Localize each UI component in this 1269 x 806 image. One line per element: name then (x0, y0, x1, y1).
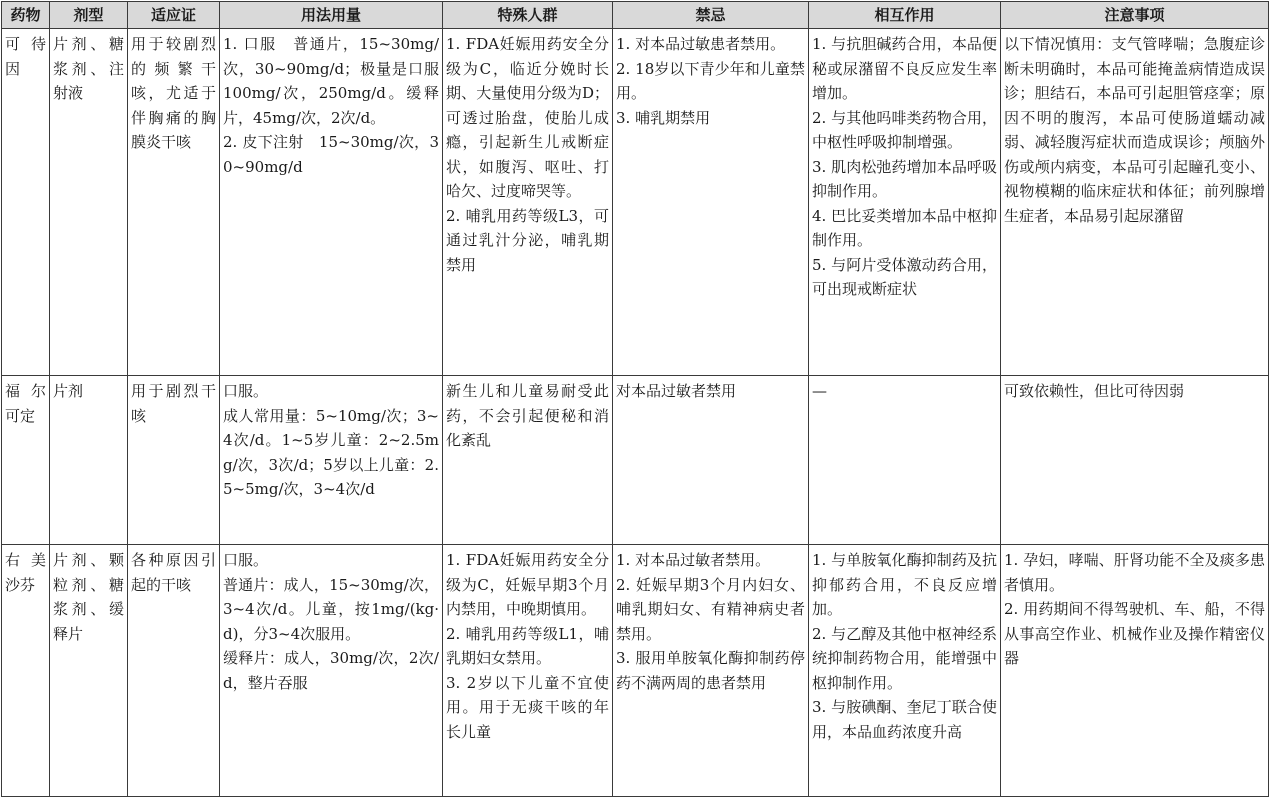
precaution-line: 以下情况慎用：支气管哮喘；急腹症诊断未明确时，本品可能掩盖病情造成误诊；胆结石，本品可引起胆管痉挛；原因不明的腹泻，本品可使肠道蠕动减弱、减轻腹泻症状而造成误诊；颅脑外伤或颅内病变，本品可引起瞳孔变小、视物模糊的临床症状和体征；前列腺增生症者，本品易引起尿潴留 (1004, 35, 1265, 225)
contra-line: 3. 哺乳期禁用 (616, 108, 711, 127)
interaction-line: 1. 与单胺氧化酶抑制药及抗抑郁药合用，不良反应增加。 (812, 551, 997, 618)
precaution-line: 1. 孕妇，哮喘、肝肾功能不全及痰多患者慎用。 (1004, 551, 1265, 594)
usage-line: 口服。 (223, 551, 269, 569)
precaution-line: 可致依赖性，但比可待因弱 (1004, 382, 1185, 400)
cell-dosage-form: 片剂 (50, 376, 128, 545)
contra-line: 2. 18岁以下青少年和儿童禁用。 (616, 59, 805, 102)
cell-indication: 用于剧烈干咳 (128, 376, 220, 545)
cell-interaction (809, 376, 1001, 545)
table-row (2, 545, 1269, 797)
special-line: 1. FDA妊娠用药安全分级为C，妊娠早期3个月内禁用，中晚期慎用。 (446, 551, 609, 618)
interaction-line: 5. 与阿片受体激动药合用，可出现戒断症状 (812, 255, 997, 298)
special-line: 新生儿和儿童易耐受此药，不会引起便秘和消化紊乱 (446, 382, 609, 449)
contra-line: 1. 对本品过敏患者禁用。 (616, 35, 786, 53)
special-line: 1. FDA妊娠用药安全分级为C，临近分娩时长期、大量使用分级为D；可透过胎盘，使胎儿成瘾，引起新生儿戒断症状，如腹泻、呕吐、打哈欠、过度啼哭等。 (446, 35, 609, 200)
cell-drug: 福尔可定 (2, 376, 50, 545)
cell-indication: 用于较剧烈的频繁干咳，尤适于伴胸痛的胸膜炎干咳 (128, 29, 220, 376)
table-row (2, 29, 1269, 376)
header-dosage-form: 剂型 (50, 2, 128, 29)
cell-special-population (443, 29, 613, 376)
interaction-line: 4. 巴比妥类增加本品中枢抑制作用。 (812, 206, 997, 249)
cell-precautions (1001, 376, 1269, 545)
header-usage: 用法用量 (220, 2, 443, 29)
cell-drug: 可待因 (2, 29, 50, 376)
cell-interaction (809, 29, 1001, 376)
special-line: 2. 哺乳用药等级L1，哺乳期妇女禁用。 (446, 624, 609, 667)
interaction-line: 2. 与乙醇及其他中枢神经系统抑制药物合用，能增强中枢抑制作用。 (812, 624, 997, 692)
contra-line: 2. 妊娠早期3个月内妇女、哺乳期妇女、有精神病史者禁用。 (616, 575, 805, 643)
cell-special-population (443, 545, 613, 797)
usage-line: 1. 口服 普通片，15~30mg/次，30~90mg/d；极量是口服 100mg/次，250mg/d。缓释片，45mg/次，2次/d。 (223, 35, 439, 127)
interaction-line: 1. 与抗胆碱药合用，本品便秘或尿潴留不良反应发生率增加。 (812, 35, 997, 102)
header-contraindication: 禁忌 (613, 2, 809, 29)
usage-line: 普通片：成人，15~30mg/次，3~4次/d。儿童，按1mg/(kg·d)，分3~4次服用。 (223, 575, 439, 643)
header-interaction: 相互作用 (809, 2, 1001, 29)
cell-contraindication (613, 376, 809, 545)
header-indication: 适应证 (128, 2, 220, 29)
table-row (2, 376, 1269, 545)
special-line: 2. 哺乳用药等级L3，可通过乳汁分泌，哺乳期禁用 (446, 206, 609, 274)
usage-line: 口服。 (223, 382, 269, 400)
cell-precautions (1001, 29, 1269, 376)
cell-contraindication (613, 545, 809, 797)
cell-indication: 各种原因引起的干咳 (128, 545, 220, 797)
cell-precautions (1001, 545, 1269, 797)
cell-dosage-form: 片剂、糖浆剂、注射液 (50, 29, 128, 376)
contra-line: 对本品过敏者禁用 (616, 382, 737, 400)
contra-line: 3. 服用单胺氧化酶抑制药停药不满两周的患者禁用 (616, 649, 805, 692)
header-precautions: 注意事项 (1001, 2, 1269, 29)
interaction-line: 3. 与胺碘酮、奎尼丁联合使用，本品血药浓度升高 (812, 698, 997, 741)
cell-dosage-form: 片剂、颗粒剂、糖浆剂、缓释片 (50, 545, 128, 797)
header-row (2, 2, 1269, 29)
cell-special-population (443, 376, 613, 545)
cell-contraindication (613, 29, 809, 376)
special-line: 3. 2岁以下儿童不宜使用。用于无痰干咳的年长儿童 (446, 673, 609, 741)
precaution-line: 2. 用药期间不得驾驶机、车、船，不得从事高空作业、机械作业及操作精密仪器 (1004, 600, 1265, 667)
contra-line: 1. 对本品过敏者禁用。 (616, 551, 771, 569)
interaction-line: — (812, 382, 827, 400)
drug-table (1, 1, 1269, 797)
interaction-line: 2. 与其他吗啡类药物合用，中枢性呼吸抑制增强。 (812, 108, 997, 151)
usage-line: 成人常用量：5~10mg/次；3~4次/d。1~5岁儿童：2~2.5mg/次，3次/d；5岁以上儿童：2.5~5mg/次，3~4次/d (223, 406, 439, 498)
header-drug: 药物 (2, 2, 50, 29)
cell-usage (220, 29, 443, 376)
usage-line: 缓释片：成人，30mg/次，2次/d，整片吞服 (223, 649, 439, 692)
cell-interaction (809, 545, 1001, 797)
cell-usage (220, 545, 443, 797)
usage-line: 2. 皮下注射 15~30mg/次，30~90mg/d (223, 133, 439, 176)
interaction-line: 3. 肌肉松弛药增加本品呼吸抑制作用。 (812, 157, 997, 200)
cell-usage (220, 376, 443, 545)
header-special-population: 特殊人群 (443, 2, 613, 29)
cell-drug: 右美沙芬 (2, 545, 50, 797)
